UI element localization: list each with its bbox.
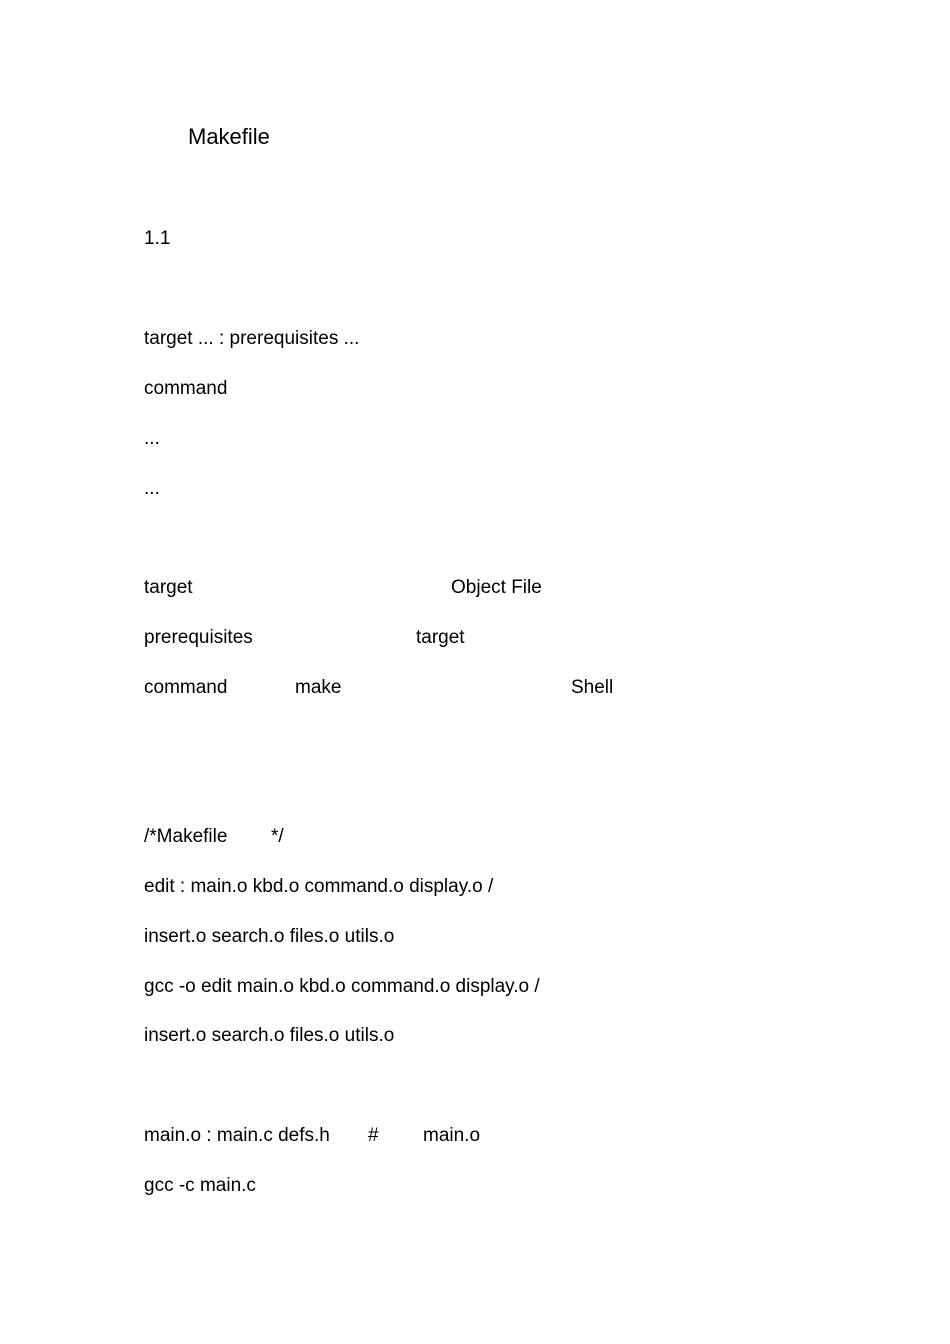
target-description: Object File [451, 577, 542, 598]
rule-syntax-line-1: target ... : prerequisites ... [144, 328, 360, 349]
main-rule-hash: # [368, 1125, 379, 1146]
example-line-2: insert.o search.o files.o utils.o [144, 926, 395, 947]
rule-syntax-line-2: command [144, 378, 228, 399]
main-rule: main.o : main.c defs.h [144, 1125, 330, 1146]
example-line-1: edit : main.o kbd.o command.o display.o / [144, 876, 494, 897]
document-title: Makefile [188, 124, 270, 149]
example-line-3: gcc -o edit main.o kbd.o command.o display.o / [144, 976, 540, 997]
command-make: make [295, 677, 342, 698]
main-rule-target: main.o [423, 1125, 481, 1146]
section-number: 1.1 [144, 228, 171, 249]
prerequisites-description: target [416, 627, 465, 648]
main-command: gcc -c main.c [144, 1175, 256, 1196]
example-comment-open: /*Makefile [144, 826, 228, 847]
example-comment-close: */ [271, 826, 284, 847]
example-line-4: insert.o search.o files.o utils.o [144, 1025, 395, 1046]
prerequisites-label: prerequisites [144, 627, 253, 648]
rule-syntax-line-4: ... [144, 478, 160, 499]
command-shell: Shell [571, 677, 614, 698]
command-label: command [144, 677, 228, 698]
rule-syntax-line-3: ... [144, 428, 160, 449]
target-label: target [144, 577, 193, 598]
